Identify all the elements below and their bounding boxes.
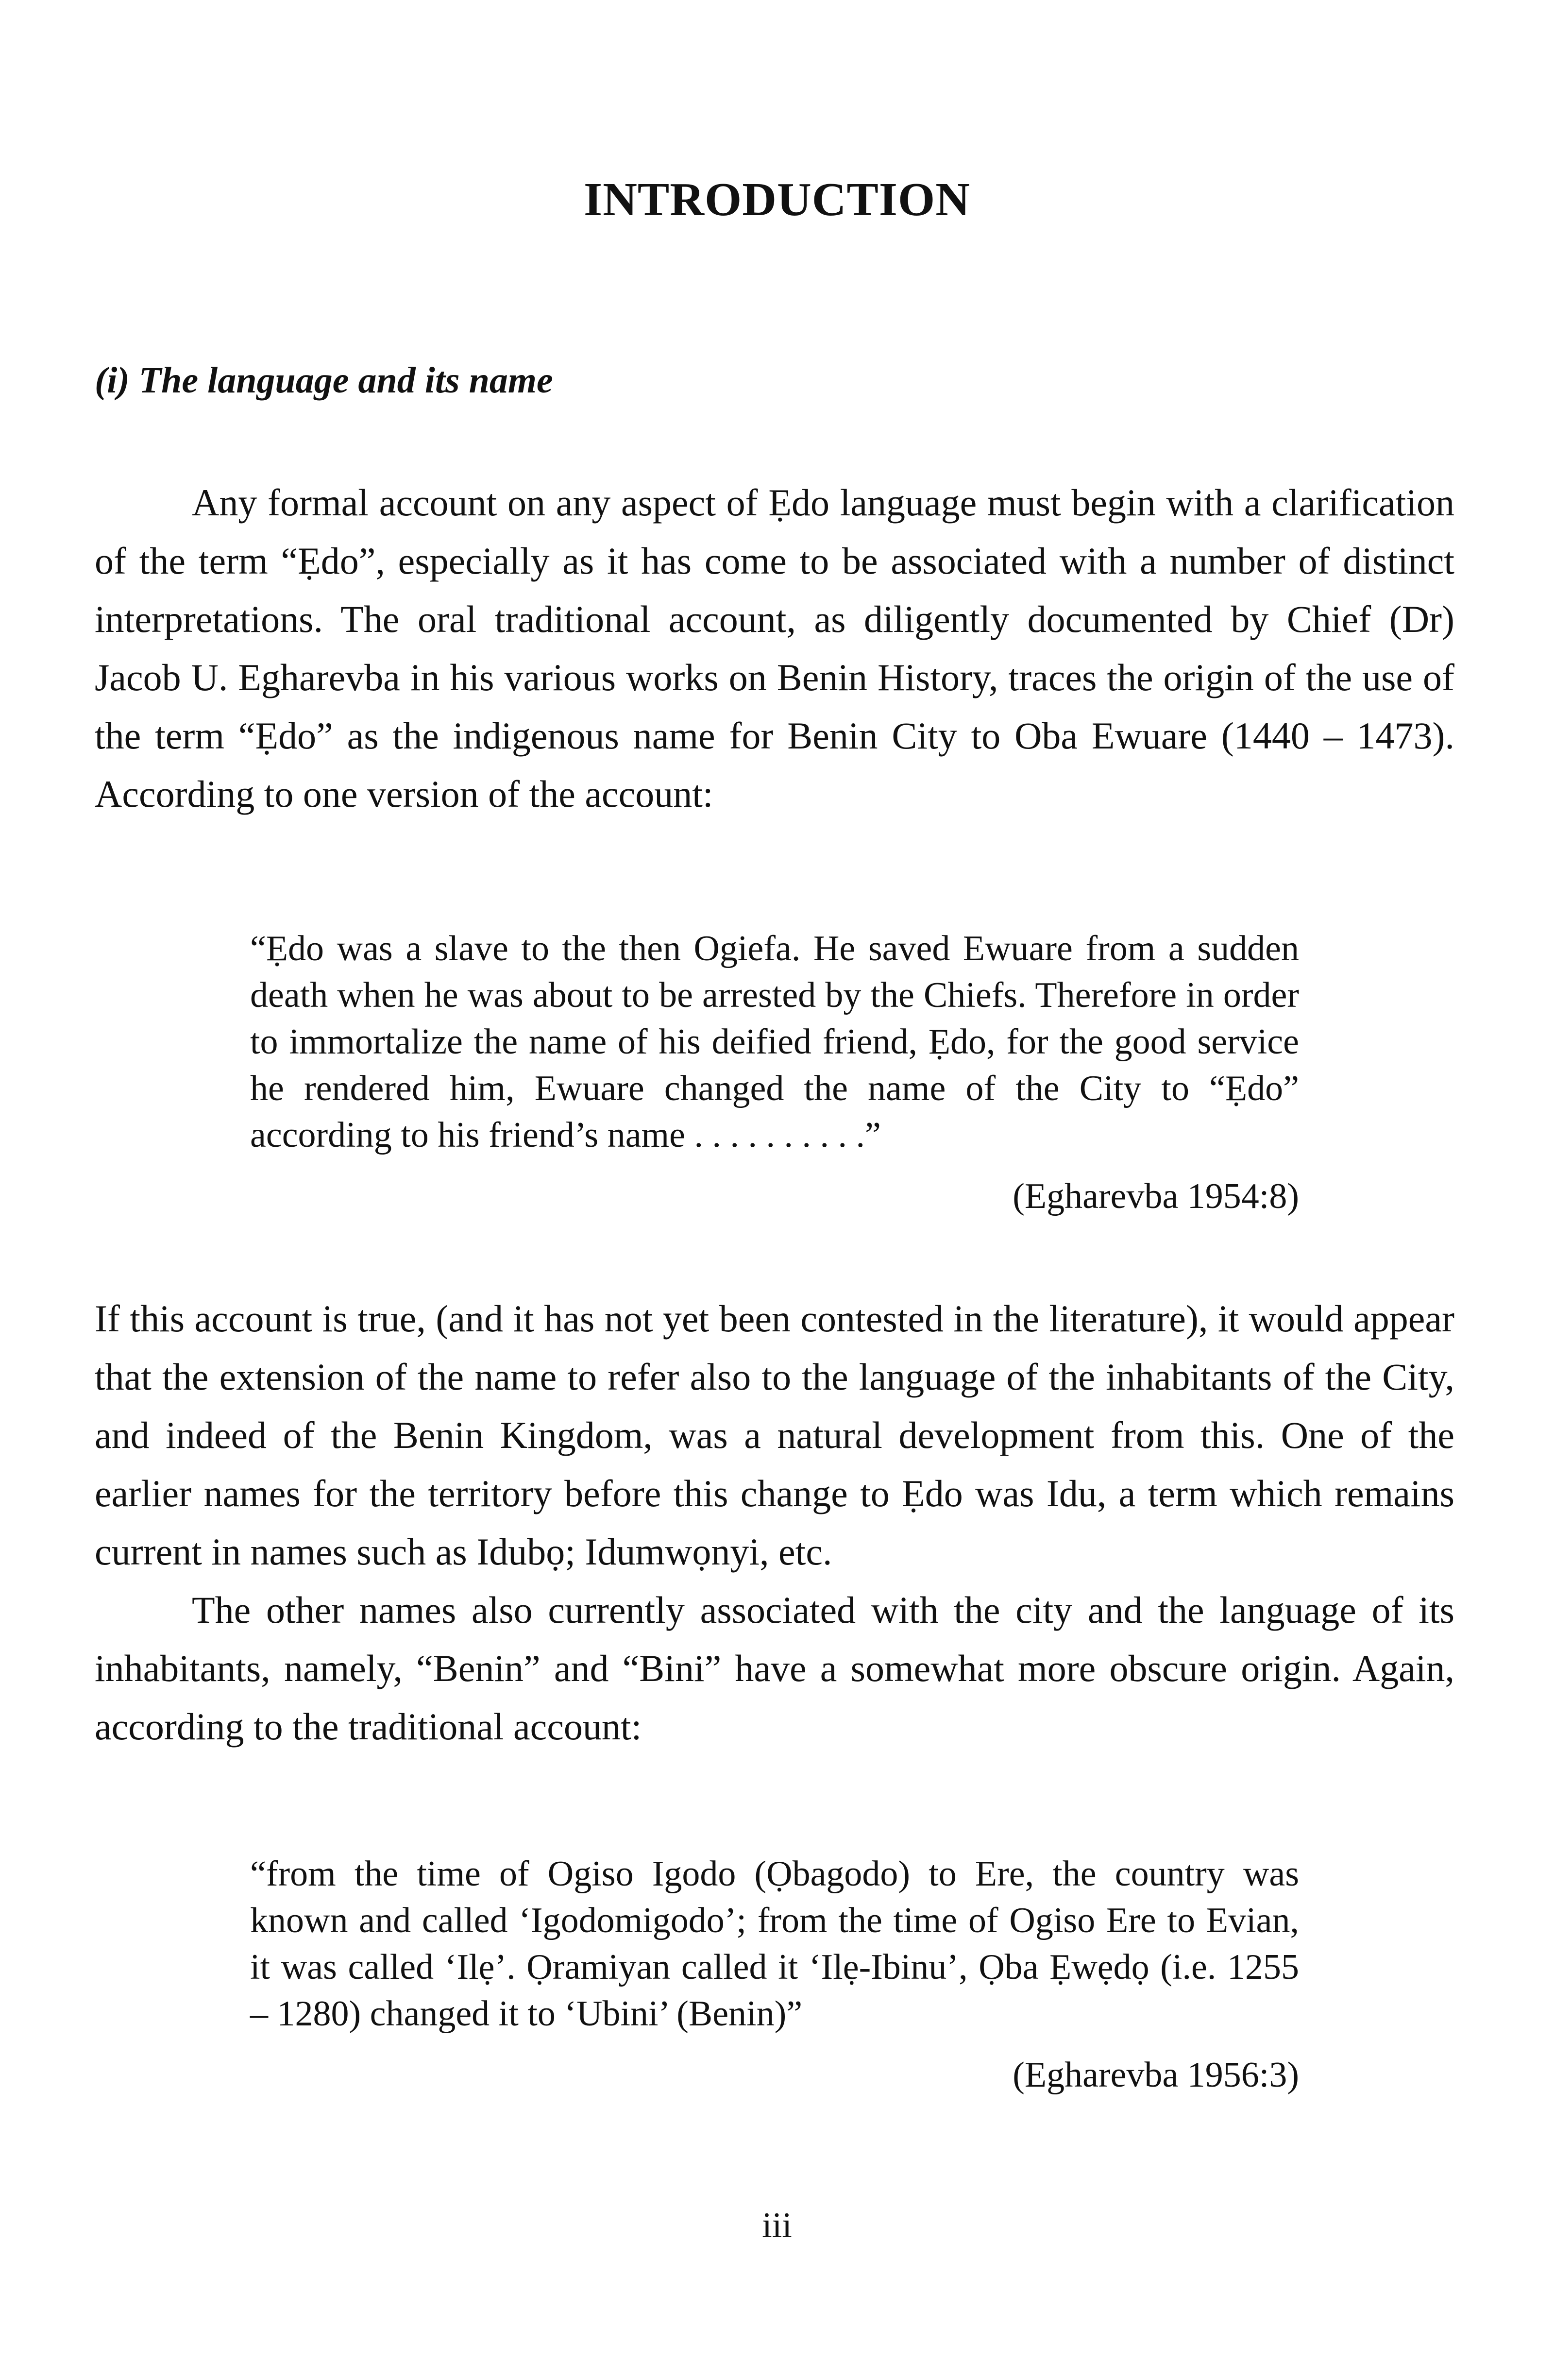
section-heading: (i) The language and its name <box>95 360 553 401</box>
intro-block <box>95 474 1454 823</box>
block-quote-1 <box>250 925 1299 1217</box>
discussion-block <box>95 1290 1454 1756</box>
page-number: iii <box>762 2206 792 2245</box>
citation-2: (Egharevba 1956:3) <box>1013 2055 1299 2095</box>
citation-1: (Egharevba 1954:8) <box>1013 1176 1299 1216</box>
page-title: INTRODUCTION <box>583 173 971 226</box>
paragraph-3: The other names also currently associated with the city and the language of its inhabitants, namely, “Benin” and “Bini” have a somewhat more obscure origin. Again, according to the traditional account: <box>95 1589 1454 1748</box>
paragraph-1: Any formal account on any aspect of Ẹdo language must begin with a clarification of the term “Ẹdo”, especially as it has come to be associated with a number of distinct interpretations. The oral traditional account, as diligently documented by Chief (Dr) Jacob U. Egharevba in his various works on Benin History, traces the origin of the use of the term “Ẹdo” as the indigenous name for Benin City to Oba Ewuare (1440 – 1473). According to one version of the account: <box>95 481 1454 815</box>
quote-2-text: “from the time of Ogiso Igodo (Ọbagodo) to Ere, the country was known and called ‘Igodomigodo’; from the time of Ogiso Ere to Evian, it was called ‘Ilẹ’. Ọramiyan called it ‘Ilẹ-Ibinu’, Ọba Ẹwẹdọ (i.e. 1255 – 1280) changed it to ‘Ubini’ (Benin)” <box>250 1854 1299 2034</box>
paragraph-2: If this account is true, (and it has not yet been contested in the literature), it would appear that the extension of the name to refer also to the language of the inhabitants of the City, and indeed of the Benin Kingdom, was a natural development from this. One of the earlier names for the territory before this change to Ẹdo was Idu, a term which remains current in names such as Idubọ; Idumwọnyi, etc. <box>95 1297 1454 1573</box>
quote-1-text: “Ẹdo was a slave to the then Ogiefa. He saved Ewuare from a sudden death when he was about to be arrested by the Chiefs. Therefore in order to immortalize the name of his deified friend, Ẹdo, for the good service he rendered him, Ewuare changed the name of the City to “Ẹdo” according to his friend’s name . . . . . . . . . .” <box>250 929 1299 1155</box>
block-quote-2 <box>250 1851 1299 2096</box>
